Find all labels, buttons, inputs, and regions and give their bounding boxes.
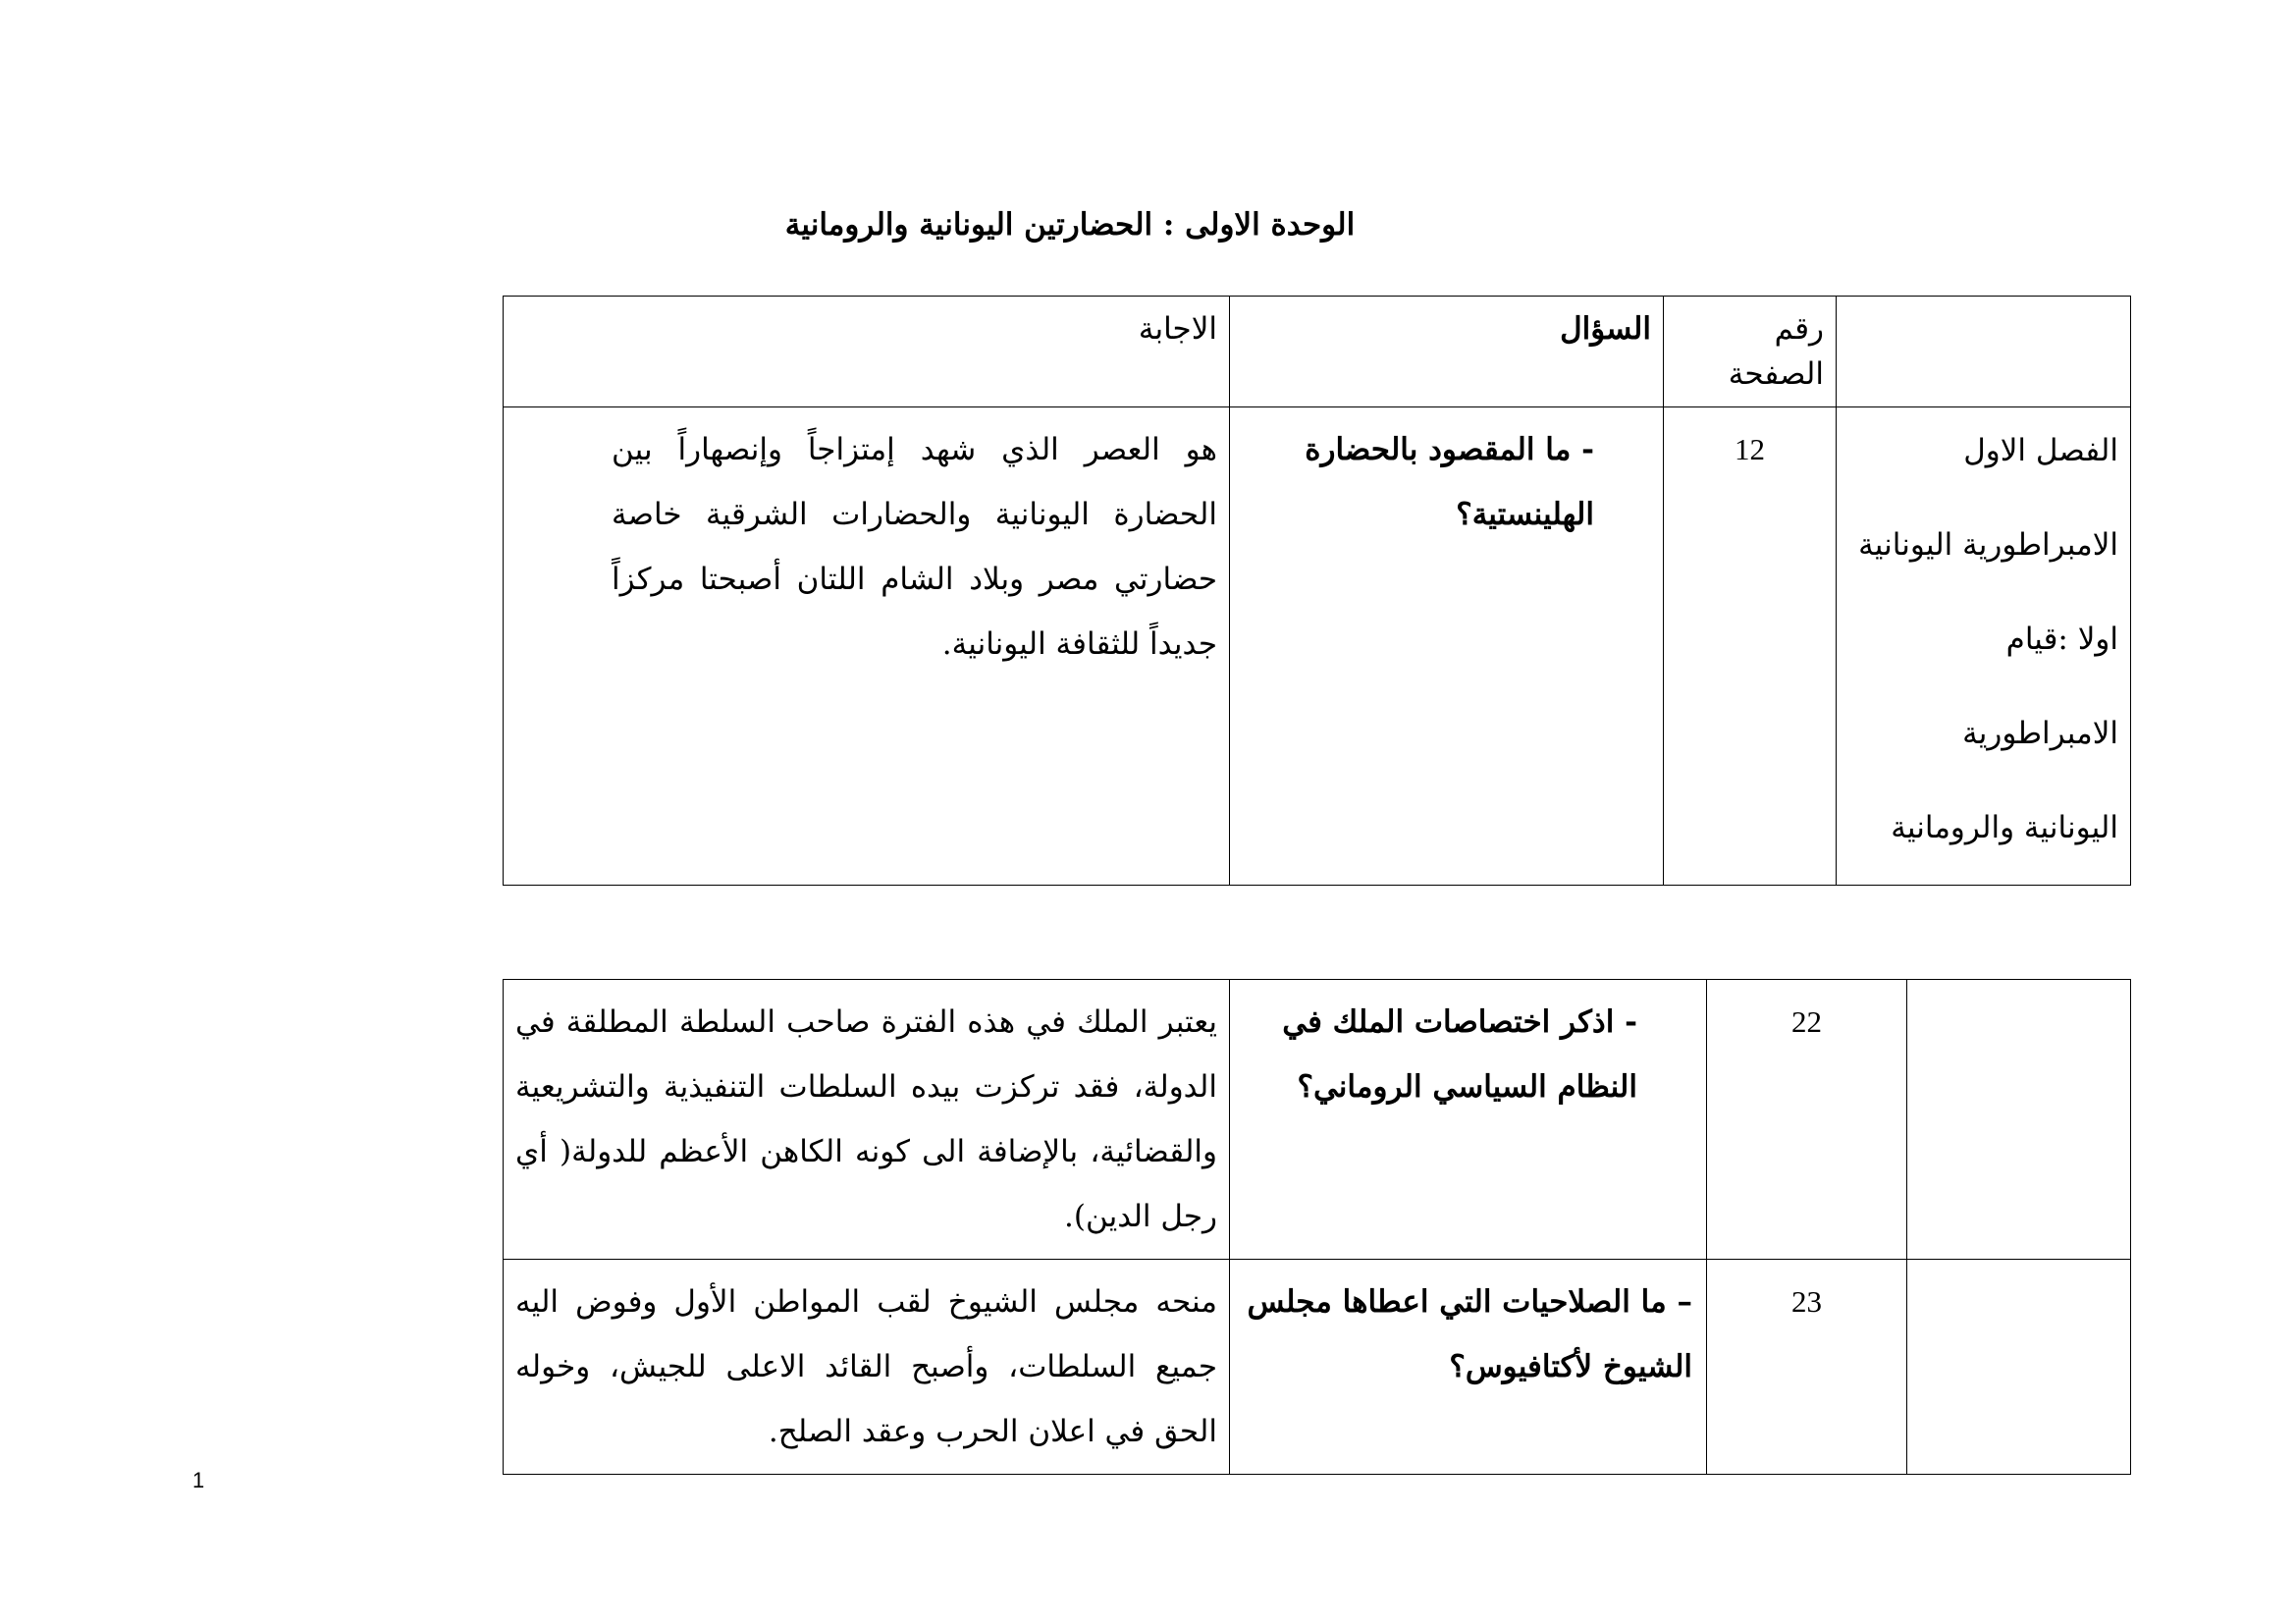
- questions-table-1: [503, 296, 2131, 886]
- chapter-cell: [1907, 980, 2131, 1260]
- header-page-number: رقم الصفحة: [1664, 297, 1837, 407]
- chapter-section-cont: اليونانية والرومانية: [1891, 810, 2118, 845]
- answer-cell: منحه مجلس الشيوخ لقب المواطن الأول وفوض اليه جميع السلطات، وأصبح القائد الاعلى للجيش، وخوله الحق في اعلان الحرب وعقد الصلح.: [504, 1260, 1230, 1475]
- chapter-title: الفصل الاول: [1963, 433, 2118, 468]
- chapter-section: اولا :قيام الامبراطورية: [1962, 622, 2118, 751]
- table-row: [504, 407, 2131, 886]
- header-answer: الاجابة: [504, 297, 1230, 407]
- question-cell: - ما المقصود بالحضارة الهلينستية؟: [1230, 407, 1664, 886]
- page-number: 1: [192, 1468, 205, 1492]
- table-header-row: [504, 297, 2131, 407]
- page-number-cell: 12: [1664, 407, 1837, 886]
- table-row: [504, 980, 2131, 1260]
- header-question: السؤال: [1230, 297, 1664, 407]
- questions-table-2: [503, 979, 2131, 1475]
- chapter-cell: [1907, 1260, 2131, 1475]
- chapter-subtitle: الامبراطورية اليونانية: [1858, 527, 2118, 563]
- question-cell: – ما الصلاحيات التي اعطاها مجلس الشيوخ لأكتافيوس؟: [1230, 1260, 1707, 1475]
- answer-cell: هو العصر الذي شهد إمتزاجاً وإنصهاراً بين الحضارة اليونانية والحضارات الشرقية خاصة حضارتي مصر وبلاد الشام اللتان أصبحتا مركزاً جديداً للثقافة اليونانية.: [504, 407, 1230, 886]
- page-number-cell: 23: [1707, 1260, 1907, 1475]
- question-cell: - اذكر اختصاصات الملك في النظام السياسي الروماني؟: [1230, 980, 1707, 1260]
- chapter-cell: [1837, 407, 2131, 886]
- answer-cell: يعتبر الملك في هذه الفترة صاحب السلطة المطلقة في الدولة، فقد تركزت بيده السلطات التنفيذية والتشريعية والقضائية، بالإضافة الى كونه الكاهن الأعظم للدولة( أي رجل الدين).: [504, 980, 1230, 1260]
- table-row: [504, 1260, 2131, 1475]
- header-chapter: [1837, 297, 2131, 407]
- page-number-cell: 22: [1707, 980, 1907, 1260]
- unit-title: الوحدة الاولى : الحضارتين اليونانية والرومانية: [784, 207, 1356, 243]
